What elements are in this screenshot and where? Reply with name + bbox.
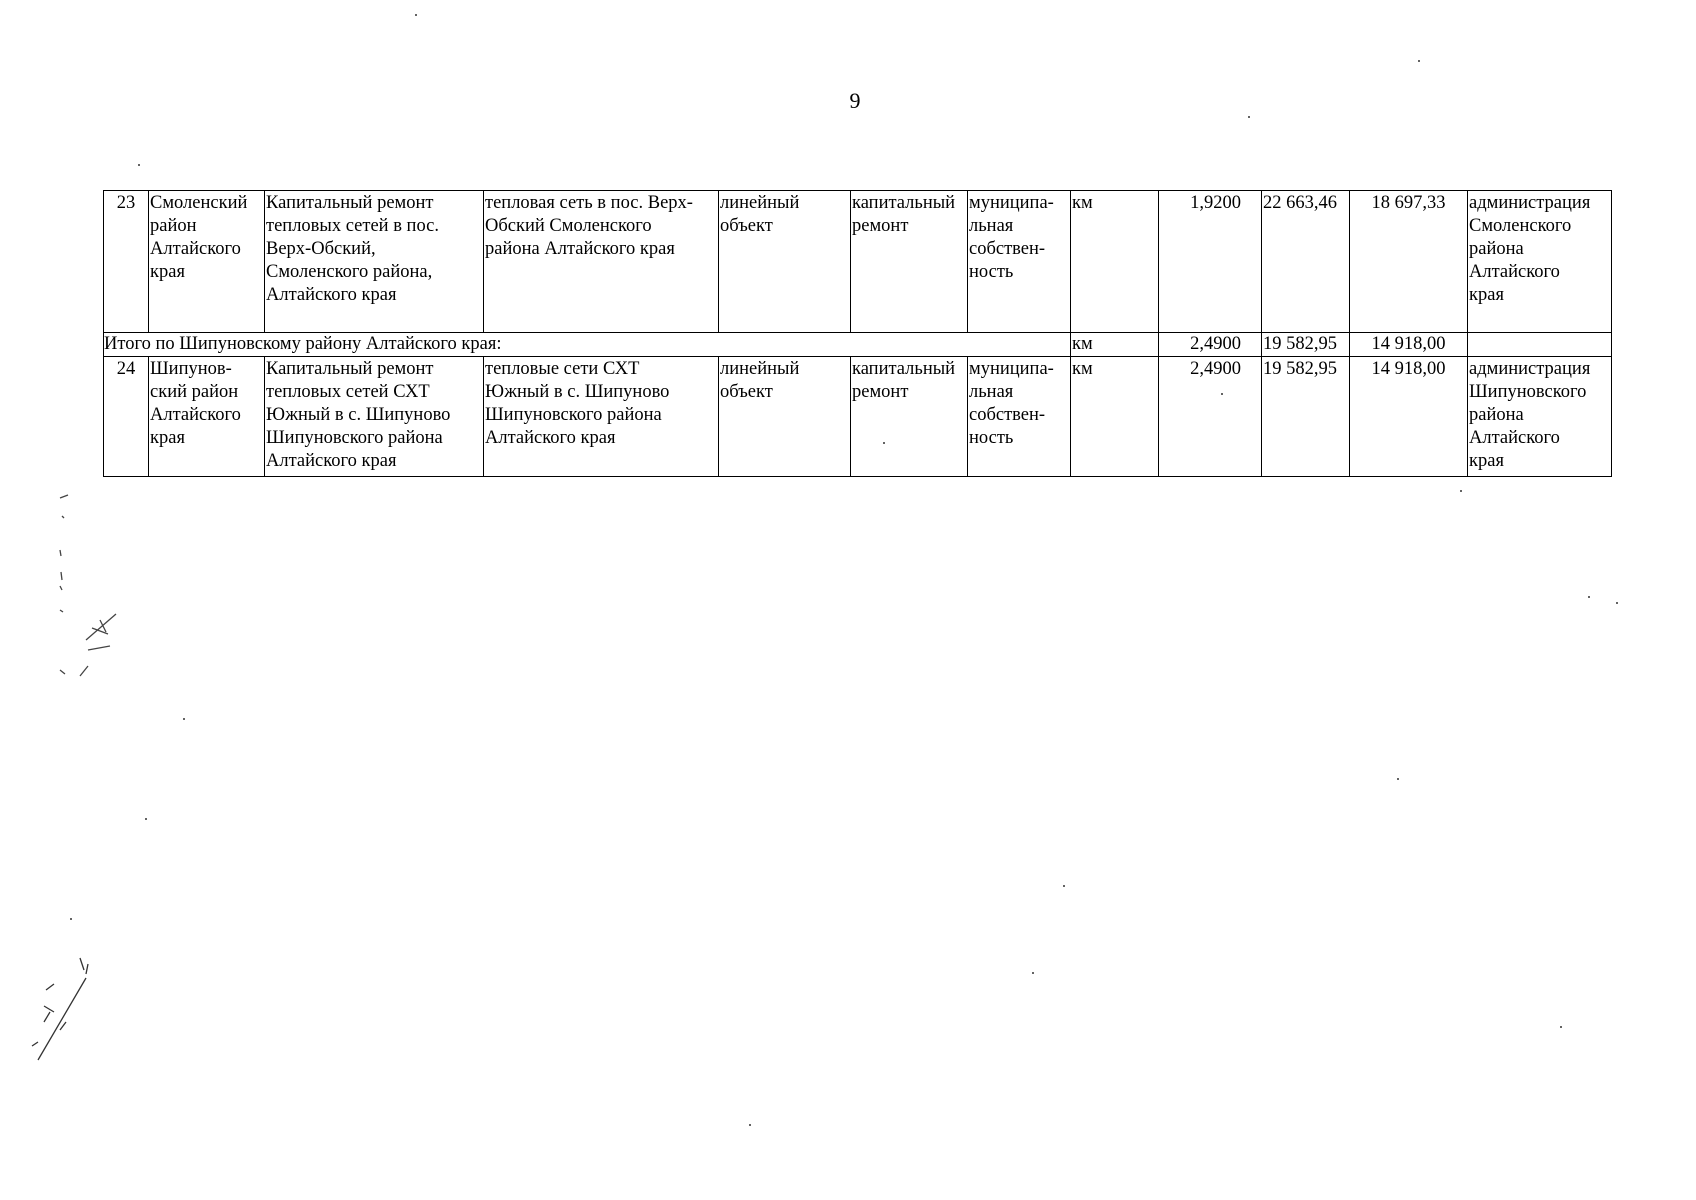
scan-dot bbox=[883, 442, 885, 444]
scan-dot bbox=[1460, 490, 1462, 492]
ownership-cell: муниципа- льная собствен- ность bbox=[968, 357, 1071, 477]
unit-cell: км bbox=[1071, 191, 1159, 333]
quantity-cell: 1,9200 bbox=[1159, 191, 1262, 333]
work-cell: Капитальный ремонт тепловых сетей в пос. Верх-Обский, Смоленского района, Алтайского края bbox=[265, 191, 484, 333]
object-cell: тепловая сеть в пос. Верх- Обский Смоленского района Алтайского края bbox=[484, 191, 719, 333]
cost-part-cell: 14 918,00 bbox=[1350, 357, 1468, 477]
table-row bbox=[104, 357, 1612, 477]
scan-dot bbox=[1063, 885, 1065, 887]
recipient-cell: администрация Смоленского района Алтайского края bbox=[1468, 191, 1612, 333]
scan-dot bbox=[415, 14, 417, 16]
scan-dot bbox=[183, 718, 185, 720]
ownership-cell: муниципа- льная собствен- ность bbox=[968, 191, 1071, 333]
object-cell: тепловые сети СХТ Южный в с. Шипуново Шипуновского района Алтайского края bbox=[484, 357, 719, 477]
scan-dot bbox=[70, 918, 72, 920]
total-cost-total: 19 582,95 bbox=[1262, 333, 1350, 357]
district-cell: Смоленский район Алтайского края bbox=[149, 191, 265, 333]
object-type-cell: линейный объект bbox=[719, 191, 851, 333]
scan-dot bbox=[1560, 1026, 1562, 1028]
quantity-cell: 2,4900 bbox=[1159, 357, 1262, 477]
scan-dot bbox=[1221, 393, 1223, 395]
margin-signature bbox=[20, 950, 100, 1070]
district-cell: Шипунов- ский район Алтайского края bbox=[149, 357, 265, 477]
scan-dot bbox=[1418, 60, 1420, 62]
total-quantity: 2,4900 bbox=[1159, 333, 1262, 357]
page-number: 9 bbox=[849, 88, 861, 113]
total-empty bbox=[1468, 333, 1612, 357]
scan-dot bbox=[1397, 778, 1399, 780]
work-type-cell: капитальный ремонт bbox=[851, 191, 968, 333]
cost-total-cell: 22 663,46 bbox=[1262, 191, 1350, 333]
cost-total-cell: 19 582,95 bbox=[1262, 357, 1350, 477]
work-type-cell: капитальный ремонт bbox=[851, 357, 968, 477]
scan-dot bbox=[1032, 972, 1034, 974]
cost-part-cell: 18 697,33 bbox=[1350, 191, 1468, 333]
row-number: 23 bbox=[104, 191, 149, 333]
work-cell: Капитальный ремонт тепловых сетей СХТ Южный в с. Шипуново Шипуновского района Алтайского края bbox=[265, 357, 484, 477]
margin-marks bbox=[40, 490, 130, 690]
total-cost-part: 14 918,00 bbox=[1350, 333, 1468, 357]
object-type-cell: линейный объект bbox=[719, 357, 851, 477]
scan-dot bbox=[145, 818, 147, 820]
total-label: Итого по Шипуновскому району Алтайского края: bbox=[104, 333, 1071, 357]
total-row bbox=[104, 333, 1612, 357]
row-number: 24 bbox=[104, 357, 149, 477]
scan-dot bbox=[1248, 116, 1250, 118]
scan-dot bbox=[1588, 596, 1590, 598]
table-row bbox=[104, 191, 1612, 333]
recipient-cell: администрация Шипуновского района Алтайского края bbox=[1468, 357, 1612, 477]
unit-cell: км bbox=[1071, 357, 1159, 477]
register-table bbox=[103, 190, 1612, 477]
total-unit: км bbox=[1071, 333, 1159, 357]
scan-dot bbox=[138, 164, 140, 166]
scan-dot bbox=[749, 1124, 751, 1126]
scan-dot bbox=[1616, 602, 1618, 604]
